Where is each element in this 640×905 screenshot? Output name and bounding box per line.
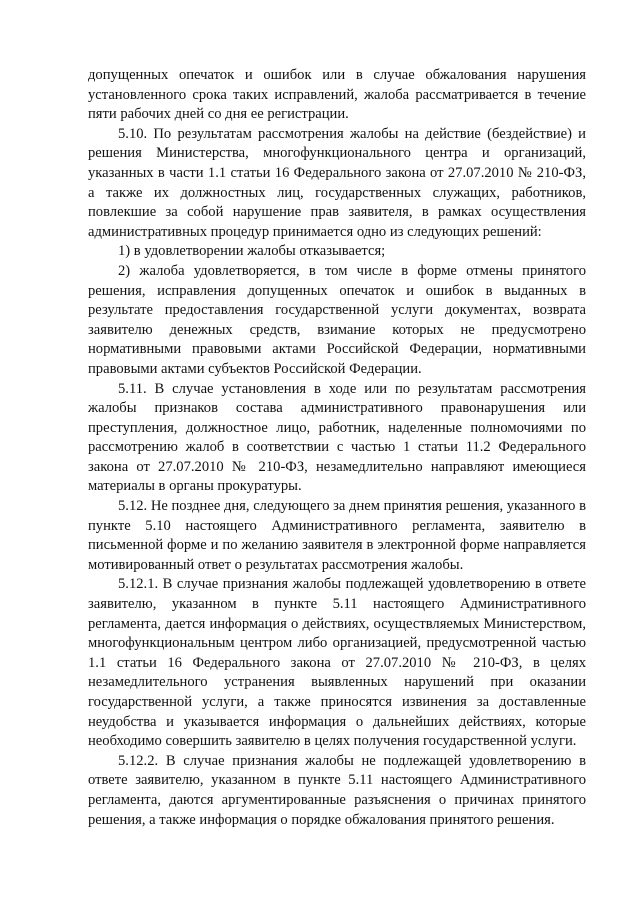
paragraph-5-10-item-2: 2) жалоба удовлетворяется, в том числе в форме отмены принятого решения, исправления допущенных опечаток и ошибок в выданных в результате предоставления государственной услуги документах, возврата заявителю денежных средств, взимание которых не предусмотрено нормативными правовыми актами Российской Федерации, нормативными правовыми актами субъектов Российской Федерации. bbox=[88, 262, 586, 377]
paragraph-5-12-1: 5.12.1. В случае признания жалобы подлежащей удовлетворению в ответе заявителю, указанном в пункте 5.11 настоящего Административного регламента, дается информация о действиях, осуществляемых Министерством, многофункциональным центром либо организацией, предусмотренной частью 1.1 статьи 16 Федерального закона от 27.07.2010 № 210-ФЗ, в целях незамедлительного устранения выявленных нарушений при оказании государственной услуги, а также приносятся извинения за доставленные неудобства и указывается информация о дальнейших действиях, которые необходимо совершить заявителю в целях получения государственной услуги. bbox=[88, 576, 586, 750]
paragraph-5-10-item-1: 1) в удовлетворении жалобы отказывается; bbox=[118, 243, 386, 260]
paragraph-5-11: 5.11. В случае установления в ходе или по результатам рассмотрения жалобы признаков состава административного правонарушения или преступления, должностное лицо, работник, наделенные полномочиями по рассмотрению жалоб в соответствии с частью 1 статьи 11.2 Федерального закона от 27.07.2010 № 210-ФЗ, незамедлительно направляют имеющиеся материалы в органы прокуратуры. bbox=[88, 380, 586, 495]
paragraph-continuation: допущенных опечаток и ошибок или в случае обжалования нарушения установленного срока таких исправлений, жалоба рассматривается в течение пяти рабочих дней со дня ее регистрации. bbox=[88, 67, 586, 123]
paragraph-5-12: 5.12. Не позднее дня, следующего за днем принятия решения, указанного в пункте 5.10 настоящего Административного регламента, заявителю в письменной форме и по желанию заявителя в электронной форме направляется мотивированный ответ о результатах рассмотрения жалобы. bbox=[88, 498, 586, 573]
paragraph-5-12-2: 5.12.2. В случае признания жалобы не подлежащей удовлетворению в ответе заявителю, указанном в пункте 5.11 настоящего Административного регламента, даются аргументированные разъяснения о причинах принятого решения, а также информация о порядке обжалования принятого решения. bbox=[88, 752, 586, 828]
document-body bbox=[88, 66, 586, 830]
paragraph-5-10: 5.10. По результатам рассмотрения жалобы на действие (бездействие) и решения Министерства, многофункционального центра и организаций, указанных в части 1.1 статьи 16 Федерального закона от 27.07.2010 № 210-ФЗ, а также их должностных лиц, государственных служащих, работников, повлекшие за собой нарушение прав заявителя, в рамках осуществления административных процедур принимается одно из следующих решений: bbox=[88, 125, 586, 240]
